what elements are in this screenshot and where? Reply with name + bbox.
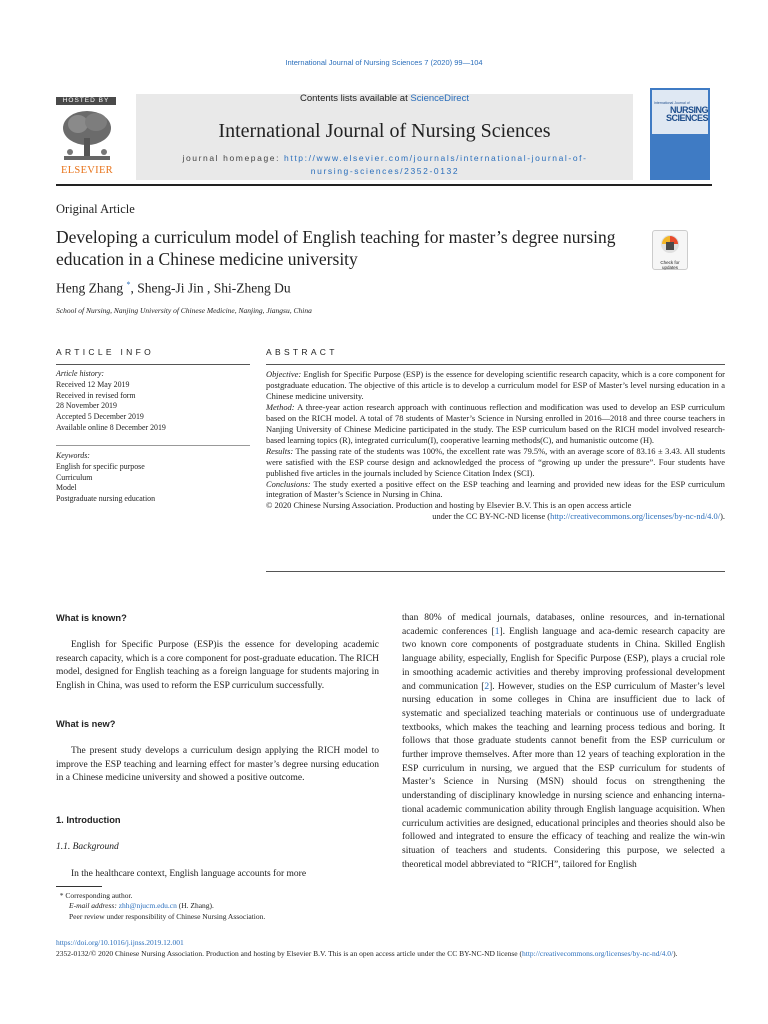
corresponding-footnote: [56, 891, 396, 901]
objective-text: English for Specific Purpose (ESP) is the essence for developing scientific research capacity, which is a core component for postgraduate education. The objective of this article is to develop a curriculum model for ESP of Master’s level nursing education in a Chinese medicine university.: [266, 369, 725, 401]
homepage-label: journal homepage:: [182, 153, 285, 163]
keywords: [56, 451, 250, 505]
conclusions-label: Conclusions:: [266, 478, 311, 489]
other-authors: , Sheng-Ji Jin , Shi-Zheng Du: [130, 280, 291, 296]
doi-link[interactable]: https://doi.org/10.1016/j.ijnss.2019.12.001: [56, 938, 184, 947]
keyword-item: Curriculum: [56, 472, 93, 482]
email-label: E-mail address:: [69, 901, 119, 910]
journal-citation-link[interactable]: International Journal of Nursing Sciences 7 (2020) 99—104: [285, 58, 483, 67]
license-prefix: under the CC BY-NC-ND license (: [432, 511, 551, 522]
results-label: Results:: [266, 445, 294, 456]
license-suffix: ).: [720, 511, 725, 522]
what-is-known-heading: What is known?: [56, 613, 127, 623]
article-type: Original Article: [56, 202, 135, 216]
abstract-rule: [266, 364, 725, 365]
keyword-item: English for specific purpose: [56, 461, 145, 471]
contents-prefix: Contents lists available at: [300, 93, 411, 104]
journal-homepage: [140, 152, 630, 178]
affiliation: School of Nursing, Nanjing University of Chinese Medicine, Nanjing, Jiangsu, China: [56, 306, 312, 315]
article-info-heading: ARTICLE INFO: [56, 347, 155, 357]
cover-small-text: International Journal of: [654, 101, 690, 105]
results-text: The passing rate of the students was 100%, the excellent rate was 79.5%, with an average score of 83.16 ± 3.43. All students were satisfied with the ESP course design and acknowledged the process of “growing up under the pressure”. Four students have published five articles in the journals included by Science Citation Index (SCI).: [266, 445, 725, 478]
copyright-notice: [56, 949, 726, 960]
abstract-method: [266, 402, 725, 446]
check-for-updates-icon: [653, 231, 687, 255]
author-list: [56, 280, 291, 297]
cover-title: [654, 106, 708, 122]
reference-link-2[interactable]: 2: [484, 681, 490, 692]
abstract-conclusions: [266, 479, 725, 501]
history-item: Received in revised form: [56, 390, 136, 400]
sciencedirect-link[interactable]: ScienceDirect: [410, 93, 469, 104]
contents-line: [136, 93, 633, 104]
introduction-body: [402, 612, 725, 872]
header-rule: [56, 184, 712, 186]
email-link[interactable]: zhh@njucm.edu.cn: [118, 901, 177, 910]
copyright-end: ).: [673, 949, 678, 958]
keywords-label: Keywords:: [56, 451, 90, 460]
history-item: Received 12 May 2019: [56, 379, 130, 389]
background-heading: 1.1. Background: [56, 842, 119, 852]
background-text: In the healthcare context, English language accounts for more: [71, 869, 307, 879]
history-item: Accepted 5 December 2019: [56, 412, 144, 422]
abstract-body: [266, 369, 725, 522]
method-label: Method:: [266, 401, 295, 412]
footnote-mark: *: [59, 891, 64, 900]
what-is-known-text: English for Specific Purpose (ESP)is the essence for developing academic research capacity, which is a core component for post-graduate education. The RICH model, designed for English teaching as a foreign language for students majoring in English in China, was used to reform the ESP curriculum successfully.: [56, 640, 379, 692]
objective-label: Objective:: [266, 369, 302, 379]
abstract-license-line-1: © 2020 Chinese Nursing Association. Production and hosting by Elsevier B.V. This is an open access article: [266, 500, 632, 511]
intro-text-b: ]. English language and aca-demic research capacity are two known core components of postgraduate students in China. Skilled English language ability, especially, English for Specific Purpose (ESP), plays a crucial role in smoothing academic activities and thereby improving professional development and communication [: [402, 626, 726, 692]
article-title: Developing a curriculum model of English teaching for master’s degree nursing education in a Chinese medicine university: [56, 227, 616, 269]
author-1[interactable]: Heng Zhang: [56, 280, 124, 296]
copyright-text: 2352-0132/© 2020 Chinese Nursing Association. Production and hosting by Elsevier B.V. This is an open access article under the CC BY-NC-ND license (: [56, 949, 522, 958]
email-name: (H. Zhang).: [176, 901, 214, 910]
corresponding-author-mark[interactable]: *: [126, 280, 131, 289]
check-for-updates-button[interactable]: [652, 230, 688, 270]
abstract-license-line-2: [266, 511, 725, 522]
article-info-rule: [56, 364, 250, 365]
copyright-license-link[interactable]: http://creativecommons.org/licenses/by-nc-nd/4.0/: [521, 949, 674, 958]
intro-text-c: ]. However, studies on the ESP curriculum of Master’s level nursing education in some colleges in China are insufficient due to lack of systematic and specialized teaching materials or continuous use of undergraduate textbooks, which makes the teaching and learning process tedious and boring. It follows that those graduate students cannot benefit from the ESP curriculum or further improve themselves. After more than 12 years of teaching exploration in the ESP curriculum in nursing, we argued that the ESP curriculum for students of Master’s Science in Nursing (MSN) should focus on strengthening the understanding of disciplinary knowledge in nursing science and enhancing interna-tional academic communication ability through English language acquisition. When curriculum activities are designed, educational principles and theories should also be followed and integrated to ensure the efficacy of teaching and realize the win-win situation of teachers and students. Considering this purpose, we selected a theoretical model abbreviated to “RICH”, tailored for English: [402, 681, 725, 870]
journal-title: International Journal of Nursing Sciences: [218, 120, 551, 142]
homepage-url-part-1[interactable]: http://www.elsevier.com/journals/international-journal-of-: [284, 153, 588, 163]
email-footnote: [69, 901, 409, 911]
footnote-rule: [56, 886, 102, 887]
abstract-bottom-rule: [266, 571, 725, 572]
keyword-item: Postgraduate nursing education: [56, 494, 156, 504]
keywords-rule: [56, 445, 250, 446]
elsevier-tree-logo-icon: [56, 108, 118, 164]
abstract-heading: ABSTRACT: [266, 347, 338, 357]
method-text: A three-year action research approach with continuous reflection and modification was used to develop an ESP curriculum based on the RICH model. A total of 78 students of Master’s Science in Nursing enrolled in 2016—2018 and three course teachers in Nanjing University of Chinese Medicine participated in the study. The ESP curriculum based on the RICH model involved research-based learning topics (R), integrated curriculum(I), cooperative learning methods(C), and humanistic outcome (H).: [266, 401, 725, 445]
introduction-heading: 1. Introduction: [56, 815, 121, 825]
abstract-objective: [266, 369, 725, 402]
history-item: Available online 8 December 2019: [56, 422, 166, 432]
cover-title-line-2: SCIENCES: [665, 113, 708, 123]
intro-text-a: than 80% of medical journals, databases, online resources, and in-ternational academic conferences [: [402, 613, 725, 637]
conclusions-text: The study exerted a positive effect on the ESP teaching and learning and provided new ideas for the ESP curriculum integration of Master’s Science in Nursing in China.: [266, 478, 725, 500]
abstract-results: [266, 446, 725, 479]
cover-title-line-1: NURSING: [669, 105, 708, 115]
history-label: Article history:: [56, 369, 104, 378]
what-is-new-text: The present study develops a curriculum design applying the RICH model to improve the ESP teaching and learning effect for master’s degree nursing education in a Chinese medicine university and showed a positive outcome.: [56, 746, 379, 784]
peer-review-note: Peer review under responsibility of Chinese Nursing Association.: [69, 912, 266, 921]
license-link[interactable]: http://creativecommons.org/licenses/by-nc-nd/4.0/: [550, 511, 721, 522]
history-item: 28 November 2019: [56, 401, 117, 411]
article-history: [56, 369, 250, 434]
elsevier-wordmark[interactable]: ELSEVIER: [61, 165, 113, 176]
hosted-by-label: HOSTED BY: [56, 97, 116, 105]
corresponding-text: Corresponding author.: [63, 891, 133, 900]
reference-link-1[interactable]: 1: [494, 626, 500, 637]
homepage-url-part-2[interactable]: nursing-sciences/2352-0132: [310, 166, 460, 176]
check-for-updates-label: Check for updates: [660, 260, 680, 270]
what-is-new-heading: What is new?: [56, 719, 116, 729]
keyword-item: Model: [56, 483, 77, 493]
